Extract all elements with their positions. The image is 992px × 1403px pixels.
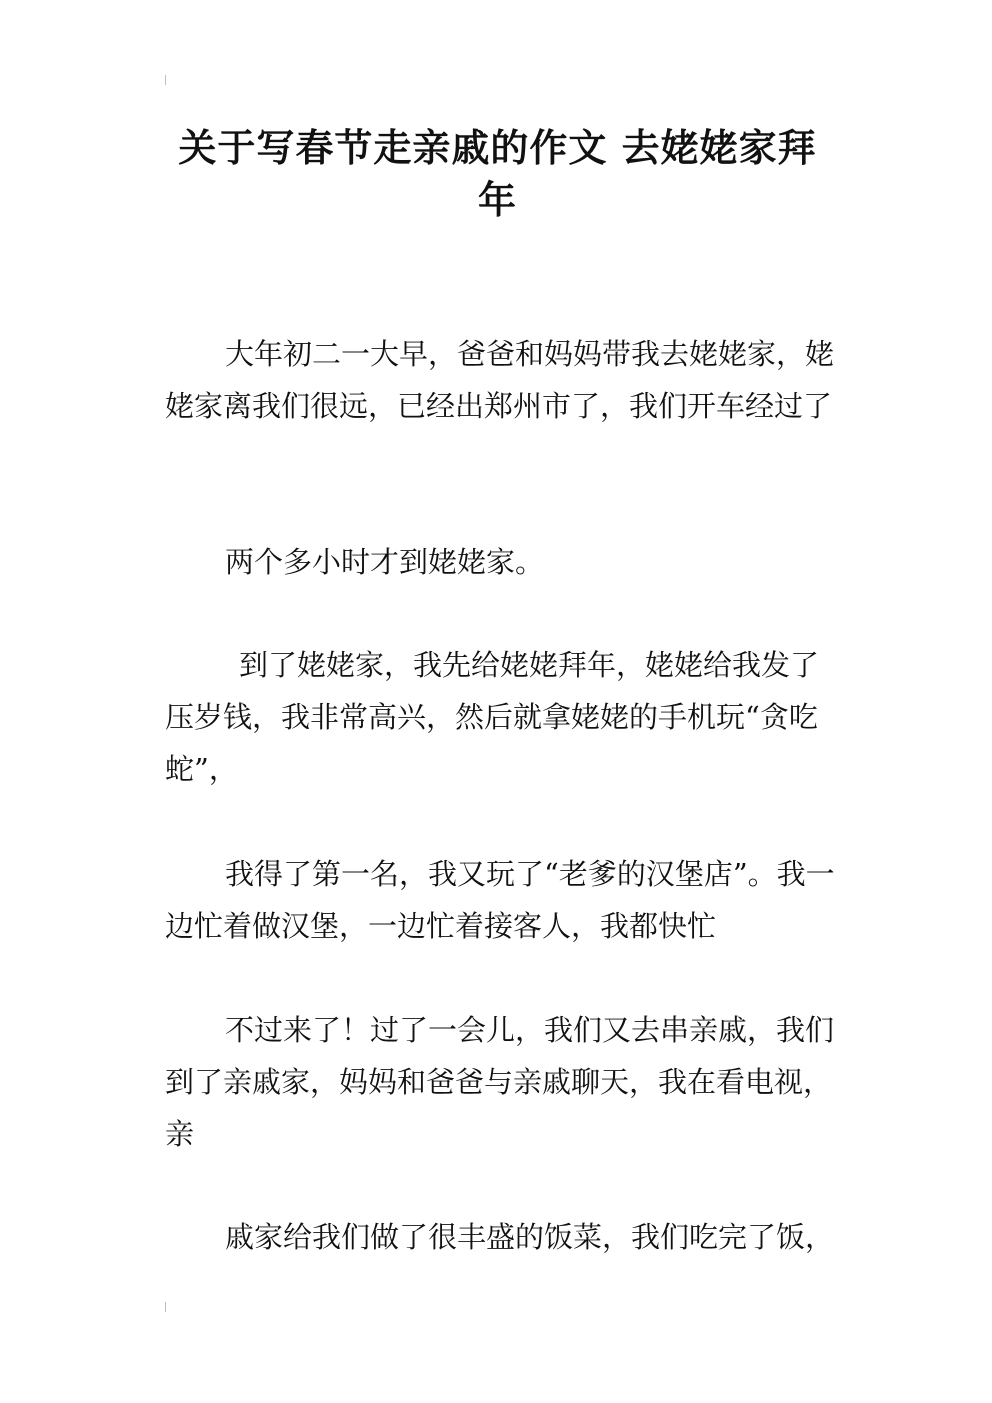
document-title: 关于写春节走亲戚的作文 去姥姥家拜年: [178, 126, 817, 222]
paragraph-5: 不过来了！过了一会儿，我们又去串亲戚，我们到了亲戚家，妈妈和爸爸与亲戚聊天，我在看电视，亲: [165, 1013, 835, 1151]
paragraph-1: 大年初二一大早，爸爸和妈妈带我去姥姥家，姥姥家离我们很远，已经出郑州市了，我们开车经过了: [165, 337, 835, 423]
page-corner-mark-bottom: [165, 1302, 166, 1312]
page-corner-mark-top: [165, 75, 166, 85]
paragraph-6: 戚家给我们做了很丰盛的饭菜，我们吃完了饭，: [225, 1220, 835, 1254]
paragraph-2: 两个多小时才到姥姥家。: [225, 545, 545, 579]
paragraph-4: 我得了第一名，我又玩了“老爹的汉堡店”。我一边忙着做汉堡，一边忙着接客人，我都快忙: [165, 857, 835, 943]
paragraph-3: 到了姥姥家，我先给姥姥拜年，姥姥给我发了压岁钱，我非常高兴，然后就拿姥姥的手机玩“贪吃蛇”，: [165, 648, 820, 786]
